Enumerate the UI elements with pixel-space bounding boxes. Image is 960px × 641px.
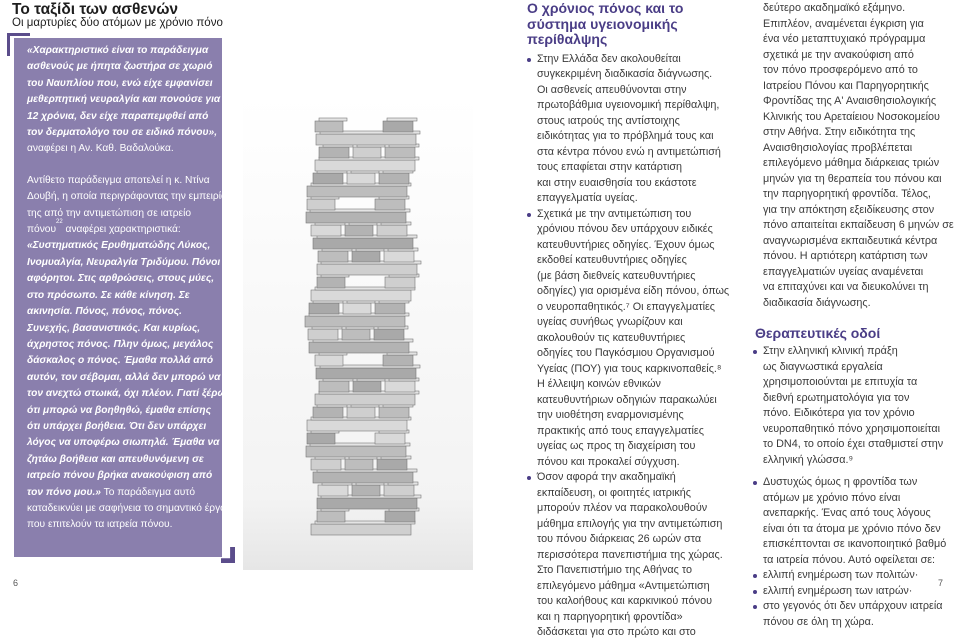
bullet-item: Όσον αφορά την ακαδημαϊκή εκπαίδευση, οι φοιτητές ιατρικής μπορούν πλέον να παρακολουθούν μάθημα επιλογής για την αντιμετώπιση του πόνου διάρκειας 26 ωρών στα περισσότερα πανεπιστήμια της χώρας. Στο Πανεπιστήμιο της Αθήνας το επιλεγόμενο μάθημα «Αντιμετώπιση του καλοήθους και καρκινικού πόνου και η παρηγορητική φροντίδα» διδάσκεται για στο πρώτο και στο — [527, 470, 759, 641]
bullet-item: ελλιπή ενημέρωση των ιατρών· — [753, 584, 958, 600]
page-title: Το ταξίδι των ασθενών — [12, 1, 179, 18]
bullet-item: Δυστυχώς όμως η φροντίδα των ατόμων με χρόνιο πόνο είναι ανεπαρκής. Ένας από τους λόγους είναι ότι τα άτομα με χρόνιο πόνο δεν επισκέπτονται σε ικανοποιητικό βαθμό τα ιατρεία πόνου. Αυτό οφείλεται σε: — [753, 475, 958, 568]
bullet-item: Στην ελληνική κλινική πράξη ως διαγνωστικά εργαλεία χρησιμοποιούνται με επιτυχία τα διεθνή ερωτηματολόγια για τον πόνο. Ειδικότερα για τον χρόνιο νευροπαθητικό πόνο χρησιμοποιείται το DN4, το οποίο έχει σταθμιστεί στην ελληνική γλώσσα.⁹ — [753, 344, 958, 468]
page-subtitle: Οι μαρτυρίες δύο ατόμων με χρόνιο πόνο — [12, 17, 223, 29]
page-number-right: 7 — [938, 578, 944, 588]
quote-close-corner — [221, 547, 235, 563]
page-number-left: 6 — [13, 578, 19, 588]
testimony-text — [27, 43, 227, 534]
section-heading-therapy: Θεραπευτικές οδοί — [755, 325, 881, 341]
bullet-item: Στην Ελλάδα δεν ακολουθείται συγκεκριμένη διαδικασία διάγνωσης. Οι ασθενείς απευθύνονται στην πρωτοβάθμια υγειονομική περίθαλψη, στους ιατρούς της αντίστοιχης ειδικότητας για το πρόβλημά τους και στα κέντρα πόνου ενώ η αντιμετώπισή τους επαφίεται στην κατάρτιση και στην ευαισθησία του εκάστοτε επαγγελματία υγείας. — [527, 52, 759, 207]
testimony-paragraph-2: Αντίθετο παράδειγμα αποτελεί η κ. Ντίνα Δουβή, η οποία περιγράφοντας την εμπειρία της από την αντιμετώπιση σε ιατρείο πόνου$^{22}$ αναφέρει χαρακτηριστικά: «Συστηματικός Ερυθηματώδης Λύκος, Ινομυαλγία, Νευραλγία Τριδύμου. Πόνοι αφόρητοι. Στις αρθρώσεις, στους μύες, στο πρόσωπο. Σε κάθε κίνηση. Σε ακινησία. Πόνος, πόνος, πόνος. Συνεχής, βασανιστικός. Και κυρίως, άχρηστος πόνος. Πλην όμως, μεγάλος δάσκαλος ο πόνος. Έμαθα πολλά από αυτόν, τον σέβομαι, αλλά δεν μπορώ να τον ανεχτώ στωικά, όχι πλέον. Γιατί ξέρω ότι μπορώ να βοηθηθώ, έμαθα επίσης ότι υπάρχει βοήθεια. Ότι δεν υπάρχει λόγος να υποφέρω σιωπηλά. Έμαθα να ζητάω βοήθεια και απευθυνόμενη σε ιατρείο πόνου βρήκα ανακούφιση από τον πόνο μου.» Το παράδειγμα αυτό καταδεικνύει με σαφήνεια το σημαντικό έργο που επιτελούν τα ιατρεία πόνου. — [27, 174, 227, 531]
jenga-tower-image — [243, 95, 473, 570]
bullet-item: στο γεγονός ότι δεν υπάρχουν ιατρεία πόνου σε όλη τη χώρα. — [753, 599, 958, 630]
bullet-item: ελλιπή ενημέρωση των πολιτών· — [753, 568, 958, 584]
right-column — [753, 1, 958, 630]
middle-column — [527, 1, 759, 641]
bullet-item: Σχετικά με την αντιμετώπιση του χρόνιου πόνου δεν υπάρχουν ειδικές κατευθυντήριες οδηγίες. Έχουν όμως εκδοθεί κατευθυντήριες οδηγίες (με βάση διεθνείς κατευθυντήριες οδηγίες) για ορισμένα είδη πόνου, όπως ο νευροπαθητικός.⁷ Οι επαγγελματίες υγείας συνήθως γνωρίζουν και ακολουθούν τις κατευθυντήριες οδηγίες του Παγκόσμιου Οργανισμού Υγείας (ΠΟΥ) για τους καρκινοπαθείς.⁸ Η έλλειψη κοινών εθνικών κατευθυντήριων οδηγιών παρακωλύει την υιοθέτηση εναρμονισμένης πρακτικής από τους επαγγελματίες υγείας ως προς τη διαχείριση του πόνου και προκαλεί σύγχυση. — [527, 207, 759, 471]
testimony-paragraph-1: «Χαρακτηριστικό είναι το παράδειγμα ασθενούς με ήπητα ζωστήρα σε χωριό του Ναυπλίου που, ενώ είχε εμφανίσει μεθερπητική νευραλγία και πονούσε για 12 χρόνια, δεν είχε παραπεμφθεί από τον δερματολόγο του σε ειδικό πόνου», αναφέρει η Αν. Καθ. Βαδαλούκα. — [27, 45, 221, 155]
section-heading-healthcare: Ο χρόνιος πόνος και το σύστημα υγειονομικής περίθαλψης — [527, 0, 684, 47]
continued-paragraph: δεύτερο ακαδημαϊκό εξάμηνο. Επιπλέον, αναμένεται έγκριση για ένα νέο μεταπτυχιακό πρόγραμμα σχετικά με την ανακούφιση από τον πόνο προσφερόμενο από το Ιατρείου Πόνου και Παρηγορητικής Φροντίδας της Α' Αναισθησιολογικής Κλινικής του Αρεταίειου Νοσοκομείου στην Αθήνα. Στην ειδικότητα της Αναισθησιολογίας προβλέπεται επιλεγόμενο μάθημα διάρκειας τριών μηνών για τη θεραπεία του πόνου και την παρηγορητική φροντίδα. Τέλος, για την απόκτηση εξειδίκευσης στον πόνο απαιτείται εκπαίδευση 6 μηνών σε αναγνωρισμένα εκπαιδευτικά κέντρα πόνου. Η αρτιότερη κατάρτιση των επαγγελματιών υγείας αναμένεται να επιταχύνει και να διευκολύνει τη διαδικασία διάγνωσης. — [763, 2, 954, 309]
